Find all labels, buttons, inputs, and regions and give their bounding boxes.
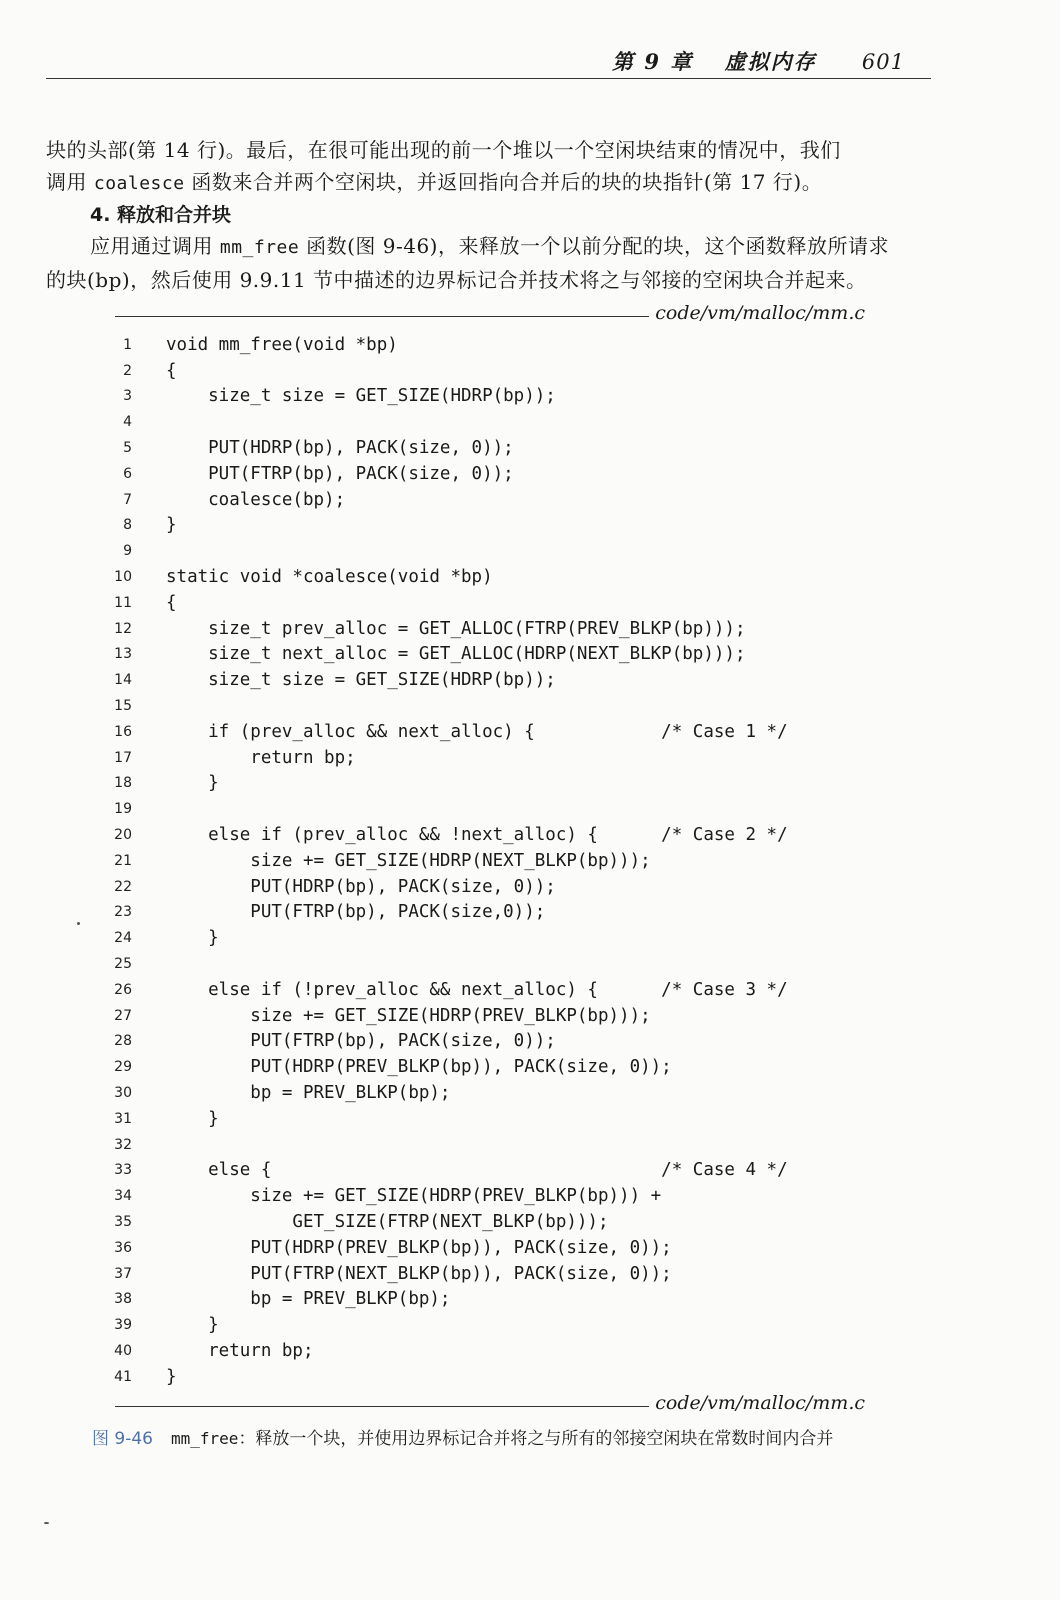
- code-text: PUT(HDRP(bp), PACK(size, 0));: [166, 876, 556, 897]
- code-text: GET_SIZE(FTRP(NEXT_BLKP(bp)));: [166, 1211, 609, 1232]
- line-number: 38: [114, 1291, 132, 1308]
- code-text: }: [166, 773, 219, 794]
- code-text: PUT(HDRP(PREV_BLKP(bp)), PACK(size, 0));: [166, 1057, 672, 1078]
- line-number: 12: [114, 620, 132, 637]
- code-line: [110, 332, 890, 358]
- code-text: PUT(FTRP(NEXT_BLKP(bp)), PACK(size, 0));: [166, 1263, 672, 1284]
- code-text: size += GET_SIZE(HDRP(PREV_BLKP(bp))) +: [166, 1186, 662, 1207]
- section-line-1-before: 应用通过调用: [90, 234, 220, 258]
- code-rule-bottom: [115, 1406, 675, 1407]
- section-heading: 4. 释放和合并块: [90, 204, 232, 226]
- line-number: 24: [114, 930, 132, 947]
- code-line: [110, 409, 890, 435]
- line-number: 27: [114, 1007, 132, 1024]
- code-line: [110, 719, 890, 745]
- intro-line-2-after: 函数来合并两个空闲块，并返回指向合并后的块的块指针(第 17 行)。: [184, 170, 823, 194]
- code-text: size += GET_SIZE(HDRP(NEXT_BLKP(bp)));: [166, 850, 651, 871]
- code-line: [110, 874, 890, 900]
- code-line: [110, 1029, 890, 1055]
- code-line: [110, 1209, 890, 1235]
- line-number: 17: [114, 749, 132, 766]
- code-line: [110, 1003, 890, 1029]
- code-line: [110, 1183, 890, 1209]
- code-line: [110, 1364, 890, 1390]
- line-number: 15: [114, 698, 132, 715]
- chapter-label: 第 9 章: [612, 49, 694, 74]
- line-number: 40: [114, 1342, 132, 1359]
- code-line: [110, 1080, 890, 1106]
- line-number: 22: [114, 878, 132, 895]
- line-number: 28: [114, 1033, 132, 1050]
- scan-speck: [77, 922, 80, 925]
- code-text: PUT(FTRP(bp), PACK(size, 0));: [166, 463, 514, 484]
- code-line: [110, 384, 890, 410]
- code-text: else if (prev_alloc && !next_alloc) { /* Case 2 */: [166, 825, 788, 846]
- code-text: void mm_free(void *bp): [166, 334, 398, 355]
- line-number: 2: [123, 362, 132, 379]
- code-path-bottom: [115, 1394, 865, 1416]
- code-rule-top: [115, 316, 675, 317]
- line-number: 32: [114, 1136, 132, 1153]
- code-line: [110, 848, 890, 874]
- code-line: [110, 951, 890, 977]
- code-line: [110, 693, 890, 719]
- code-line: [110, 461, 890, 487]
- code-text: size_t size = GET_SIZE(HDRP(bp));: [166, 670, 556, 691]
- code-line: [110, 1158, 890, 1184]
- line-number: 30: [114, 1085, 132, 1101]
- code-line: [110, 1106, 890, 1132]
- line-number: 19: [114, 801, 132, 818]
- line-number: 31: [114, 1110, 132, 1127]
- code-line: [110, 642, 890, 668]
- code-line: [110, 900, 890, 926]
- figure-caption: [92, 1424, 833, 1449]
- code-text: return bp;: [166, 1340, 314, 1361]
- code-text: PUT(FTRP(bp), PACK(size, 0));: [166, 1031, 556, 1052]
- section-line-1-after: 函数(图 9-46)，来释放一个以前分配的块，这个函数释放所请求: [299, 234, 889, 258]
- line-number: 41: [114, 1368, 132, 1385]
- code-text: {: [166, 360, 177, 381]
- code-text: bp = PREV_BLKP(bp);: [166, 1289, 451, 1310]
- code-line: [110, 616, 890, 642]
- code-line: [110, 590, 890, 616]
- line-number: 29: [114, 1059, 132, 1076]
- line-number: 11: [114, 594, 132, 611]
- code-line: [110, 745, 890, 771]
- line-number: 26: [114, 981, 132, 998]
- line-number: 20: [114, 827, 132, 844]
- line-number: 16: [114, 723, 132, 740]
- intro-line-2-before: 调用: [46, 170, 94, 194]
- section-paragraph: [46, 230, 936, 296]
- line-number: 5: [123, 440, 132, 457]
- code-text: size += GET_SIZE(HDRP(PREV_BLKP(bp)));: [166, 1005, 651, 1026]
- code-line: [110, 435, 890, 461]
- line-number: 39: [114, 1317, 132, 1334]
- code-listing: [110, 332, 890, 1390]
- figure-number: 图 9-46: [92, 1429, 153, 1449]
- code-text: bp = PREV_BLKP(bp);: [166, 1083, 451, 1103]
- scan-speck: [44, 1522, 49, 1524]
- line-number: 4: [123, 414, 132, 431]
- line-number: 13: [114, 646, 132, 663]
- code-line: [110, 1054, 890, 1080]
- code-line: [110, 564, 890, 590]
- code-text: }: [166, 928, 219, 949]
- code-line: [110, 1286, 890, 1312]
- code-line: [110, 977, 890, 1003]
- line-number: 8: [123, 517, 132, 534]
- code-text: }: [166, 1315, 219, 1336]
- code-text: else { /* Case 4 */: [166, 1160, 788, 1181]
- line-number: 3: [123, 388, 132, 405]
- code-text: size_t next_alloc = GET_ALLOC(HDRP(NEXT_BLKP(bp)));: [166, 644, 746, 665]
- code-line: [110, 358, 890, 384]
- section-line-2: 的块(bp)，然后使用 9.9.11 节中描述的边界标记合并技术将之与邻接的空闲块合并起来。: [46, 268, 867, 292]
- code-text: size_t size = GET_SIZE(HDRP(bp));: [166, 386, 556, 407]
- line-number: 21: [114, 852, 132, 869]
- code-line: [110, 1132, 890, 1158]
- caption-text: ：释放一个块，并使用边界标记合并将之与所有的邻接空闲块在常数时间内合并: [238, 1429, 834, 1449]
- code-text: else if (!prev_alloc && next_alloc) { /* Case 3 */: [166, 979, 788, 1000]
- code-path-top-text: code/vm/malloc/mm.c: [649, 302, 865, 324]
- code-text: PUT(HDRP(PREV_BLKP(bp)), PACK(size, 0));: [166, 1237, 672, 1258]
- intro-paragraph: [46, 134, 936, 200]
- code-line: [110, 925, 890, 951]
- caption-code: mm_free: [171, 1429, 239, 1448]
- code-text: static void *coalesce(void *bp): [166, 567, 493, 588]
- code-text: PUT(FTRP(bp), PACK(size,0));: [166, 902, 546, 923]
- page-number: 601: [861, 50, 905, 74]
- line-number: 14: [114, 672, 132, 689]
- code-line: [110, 667, 890, 693]
- code-line: [110, 1338, 890, 1364]
- code-line: [110, 822, 890, 848]
- running-head-text: [612, 46, 905, 76]
- line-number: 1: [123, 336, 132, 353]
- code-text: {: [166, 592, 177, 613]
- line-number: 25: [114, 956, 132, 973]
- code-text: }: [166, 1366, 177, 1387]
- line-number: 18: [114, 775, 132, 792]
- code-text: }: [166, 1108, 219, 1129]
- line-number: 23: [114, 904, 132, 921]
- intro-inline-code: coalesce: [93, 173, 185, 194]
- line-number: 37: [114, 1265, 132, 1282]
- line-number: 10: [114, 569, 132, 586]
- line-number: 35: [114, 1213, 132, 1230]
- code-text: PUT(HDRP(bp), PACK(size, 0));: [166, 438, 514, 459]
- code-text: }: [166, 515, 177, 536]
- code-path-bottom-text: code/vm/malloc/mm.c: [649, 1392, 865, 1414]
- code-line: [110, 1235, 890, 1261]
- code-line: [110, 487, 890, 513]
- code-text: coalesce(bp);: [166, 489, 346, 510]
- code-path-top: [115, 304, 865, 326]
- code-line: [110, 1261, 890, 1287]
- intro-line-1: 块的头部(第 14 行)。最后，在很可能出现的前一个堆以一个空闲块结束的情况中，我们: [46, 138, 841, 162]
- code-text: return bp;: [166, 747, 356, 768]
- running-head: [46, 44, 931, 79]
- code-line: [110, 1312, 890, 1338]
- line-number: 34: [114, 1188, 132, 1205]
- line-number: 6: [123, 465, 132, 482]
- line-number: 33: [114, 1162, 132, 1179]
- line-number: 9: [123, 543, 132, 560]
- code-line: [110, 771, 890, 797]
- code-line: [110, 513, 890, 539]
- code-text: size_t prev_alloc = GET_ALLOC(FTRP(PREV_BLKP(bp)));: [166, 618, 746, 639]
- chapter-title: 虚拟内存: [724, 49, 817, 74]
- line-number: 36: [114, 1239, 132, 1256]
- line-number: 7: [123, 491, 132, 508]
- code-line: [110, 796, 890, 822]
- code-line: [110, 538, 890, 564]
- section-inline-code: mm_free: [219, 237, 300, 258]
- code-text: if (prev_alloc && next_alloc) { /* Case 1 */: [166, 721, 788, 742]
